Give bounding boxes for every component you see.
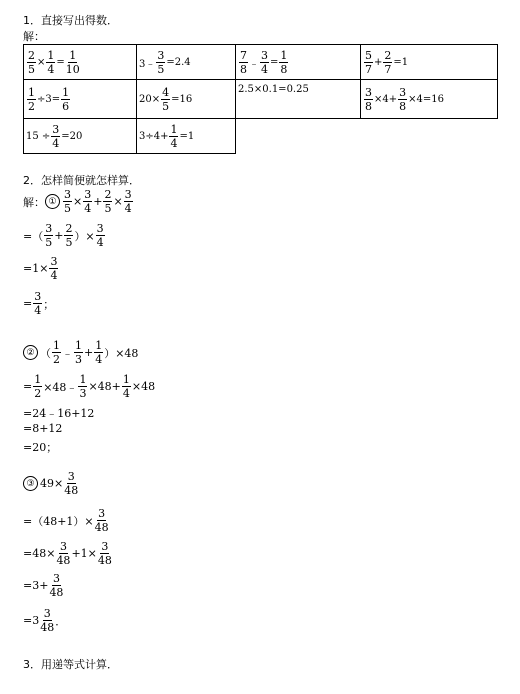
numerator: 1 (69, 48, 77, 62)
math-text: + (84, 346, 94, 359)
cell-r3c2 (137, 119, 236, 154)
denominator: 4 (50, 269, 58, 282)
numerator: 1 (28, 85, 35, 99)
fraction (169, 124, 178, 149)
cell-r1c3 (236, 45, 361, 80)
math-text: × (113, 195, 123, 208)
math-text: ×48﹣ (43, 380, 78, 394)
p1-line2 (23, 223, 106, 248)
denominator: 4 (34, 304, 42, 317)
math-text: 3÷4+ (139, 130, 169, 142)
numerator: 3 (64, 188, 71, 201)
denominator: 3 (75, 353, 82, 366)
math-text: = (23, 380, 33, 393)
p3-line5 (23, 608, 66, 633)
math-text: = (56, 56, 65, 68)
fraction (239, 50, 248, 75)
denominator: 4 (261, 62, 268, 76)
numerator: 3 (43, 607, 51, 620)
math-text: ﹣ (62, 346, 73, 360)
fraction (83, 189, 92, 214)
fraction (364, 50, 373, 75)
fraction (61, 87, 70, 112)
numerator: 1 (75, 339, 82, 352)
math-text: 15 ÷ (26, 130, 51, 142)
numerator: 1 (122, 373, 130, 386)
numerator: 1 (53, 339, 60, 352)
p2-line4: =8+12 (23, 422, 63, 435)
p3-line2 (23, 508, 110, 533)
fraction (78, 374, 87, 399)
p2-line1 (23, 340, 138, 365)
fraction (74, 340, 83, 365)
numerator: 3 (365, 85, 372, 99)
math-text: （ (40, 346, 51, 360)
fraction (40, 608, 54, 633)
math-text: ×4+ (374, 93, 398, 105)
denominator: 5 (45, 236, 53, 249)
answer-grid (23, 44, 498, 154)
numerator: 3 (261, 48, 268, 62)
denominator: 4 (124, 202, 132, 215)
math-text: 3= (45, 93, 61, 105)
solution-label: 解： (23, 30, 45, 43)
numerator: 1 (280, 48, 288, 62)
circled-number: ① (45, 194, 60, 209)
math-text: 2.5×0.1=0.25 (238, 84, 309, 95)
cell-r1c2 (137, 45, 236, 80)
denominator: 5 (104, 202, 112, 215)
fraction (56, 541, 70, 566)
denominator: 4 (170, 136, 178, 150)
fraction (66, 50, 80, 75)
math-text: =（48+1）× (23, 514, 94, 528)
fraction (49, 256, 58, 281)
numerator: 3 (98, 507, 106, 520)
denominator: 4 (96, 236, 104, 249)
math-text: ． (55, 614, 67, 628)
denominator: 5 (65, 236, 73, 249)
numerator: 5 (365, 48, 372, 62)
fraction (398, 87, 407, 112)
numerator: 3 (124, 188, 132, 201)
numerator: 1 (34, 373, 42, 386)
denominator: 5 (162, 99, 170, 113)
section2-title: 2．怎样简便就怎样算． (23, 174, 140, 187)
denominator: 48 (49, 586, 64, 599)
fraction (383, 50, 392, 75)
math-text: =3+ (23, 579, 49, 592)
numerator: 3 (84, 188, 92, 201)
cell-r1c1 (24, 45, 137, 80)
fraction (49, 573, 63, 598)
denominator: 3 (79, 387, 87, 400)
denominator: 8 (280, 62, 288, 76)
math-text: × (73, 195, 83, 208)
fraction (52, 340, 61, 365)
math-text: + (54, 229, 64, 242)
numerator: 3 (96, 222, 104, 235)
denominator: 8 (240, 62, 247, 76)
fraction (33, 291, 42, 316)
math-text: 3﹣ (139, 58, 156, 70)
p1-line1 (23, 189, 134, 214)
math-text: = (270, 56, 279, 68)
fraction (94, 340, 103, 365)
math-text: =20 (61, 130, 83, 142)
math-text: =1× (23, 262, 49, 275)
numerator: 3 (50, 255, 58, 268)
p2-line5: =20； (23, 441, 58, 454)
denominator: 48 (56, 554, 71, 567)
p1-line4 (23, 291, 54, 316)
denominator: 7 (384, 62, 392, 76)
denominator: 5 (28, 62, 35, 76)
cell-r2c3 (236, 80, 361, 119)
denominator: 6 (62, 99, 70, 113)
numerator: 1 (62, 85, 70, 99)
denominator: 48 (40, 621, 55, 634)
math-text: ÷ (37, 93, 46, 105)
circled-number: ② (23, 345, 38, 360)
math-text: ﹣ (249, 58, 259, 70)
denominator: 5 (64, 202, 71, 215)
math-text: ×48+ (88, 380, 121, 393)
fraction (51, 124, 60, 149)
fraction (279, 50, 288, 75)
denominator: 5 (157, 62, 165, 76)
fraction (64, 223, 73, 248)
math-text: 解： (23, 195, 45, 209)
circled-number: ③ (23, 476, 38, 491)
fraction (161, 87, 170, 112)
numerator: 4 (162, 85, 170, 99)
denominator: 2 (34, 387, 42, 400)
numerator: 3 (101, 540, 109, 553)
cell-r1c4 (361, 45, 498, 80)
numerator: 3 (67, 470, 75, 483)
p2-line3: =24﹣16+12 (23, 407, 95, 420)
math-text: × (37, 56, 46, 68)
denominator: 2 (53, 353, 60, 366)
numerator: 3 (52, 572, 60, 585)
math-text: =2.4 (166, 56, 191, 68)
denominator: 4 (52, 136, 60, 150)
math-text: + (93, 195, 103, 208)
math-text: =16 (171, 93, 193, 105)
denominator: 7 (365, 62, 372, 76)
math-text: =48× (23, 547, 56, 560)
denominator: 8 (365, 99, 372, 113)
math-text: 49× (40, 477, 64, 490)
math-text: + (374, 56, 383, 68)
fraction (96, 223, 105, 248)
denominator: 4 (95, 353, 103, 366)
denominator: 4 (122, 387, 130, 400)
numerator: 3 (45, 222, 53, 235)
math-text: ）× (74, 229, 95, 243)
p1-line3 (23, 256, 59, 281)
fraction (44, 223, 53, 248)
cell-r2c1 (24, 80, 137, 119)
denominator: 10 (65, 62, 80, 76)
math-text: =（ (23, 229, 44, 243)
denominator: 48 (94, 521, 109, 534)
fraction (33, 374, 42, 399)
numerator: 3 (52, 122, 60, 136)
fraction (260, 50, 269, 75)
fraction (27, 87, 36, 112)
numerator: 3 (34, 290, 42, 303)
numerator: 2 (104, 188, 112, 201)
cell-r2c4 (361, 80, 498, 119)
math-text: ×48 (131, 380, 156, 393)
math-text: = (23, 297, 33, 310)
math-text: =1 (393, 56, 409, 68)
cell-r3c1 (24, 119, 137, 154)
fraction (103, 189, 112, 214)
cell-empty (236, 119, 498, 154)
numerator: 1 (47, 48, 55, 62)
fraction (122, 374, 131, 399)
p3-line1 (23, 471, 79, 496)
denominator: 4 (84, 202, 92, 215)
fraction (124, 189, 133, 214)
math-text: ）×48 (104, 346, 139, 360)
numerator: 2 (384, 48, 392, 62)
fraction (64, 471, 78, 496)
numerator: 3 (59, 540, 67, 553)
cell-r2c2 (137, 80, 236, 119)
math-text: =3 (23, 614, 40, 627)
numerator: 3 (399, 85, 407, 99)
numerator: 3 (157, 48, 165, 62)
math-text: ×4=16 (408, 93, 444, 105)
section3-title: 3．用递等式计算． (23, 658, 118, 671)
numerator: 7 (240, 48, 247, 62)
math-text: =1 (179, 130, 195, 142)
numerator: 2 (65, 222, 73, 235)
math-text: +1× (71, 547, 97, 560)
fraction (63, 189, 72, 214)
fraction (95, 508, 109, 533)
fraction (156, 50, 165, 75)
denominator: 48 (97, 554, 112, 567)
math-text: ； (43, 297, 55, 311)
numerator: 2 (28, 48, 35, 62)
p3-line4 (23, 573, 64, 598)
numerator: 1 (170, 122, 178, 136)
numerator: 1 (95, 339, 103, 352)
fraction (364, 87, 373, 112)
fraction (46, 50, 55, 75)
section1-title: 1．直接写出得数． (23, 14, 118, 27)
fraction (98, 541, 112, 566)
p3-line3 (23, 541, 113, 566)
math-text: 20× (139, 93, 161, 105)
denominator: 48 (64, 484, 79, 497)
denominator: 8 (399, 99, 407, 113)
fraction (27, 50, 36, 75)
p2-line2 (23, 374, 155, 399)
numerator: 1 (79, 373, 87, 386)
denominator: 2 (28, 99, 35, 113)
denominator: 4 (47, 62, 55, 76)
